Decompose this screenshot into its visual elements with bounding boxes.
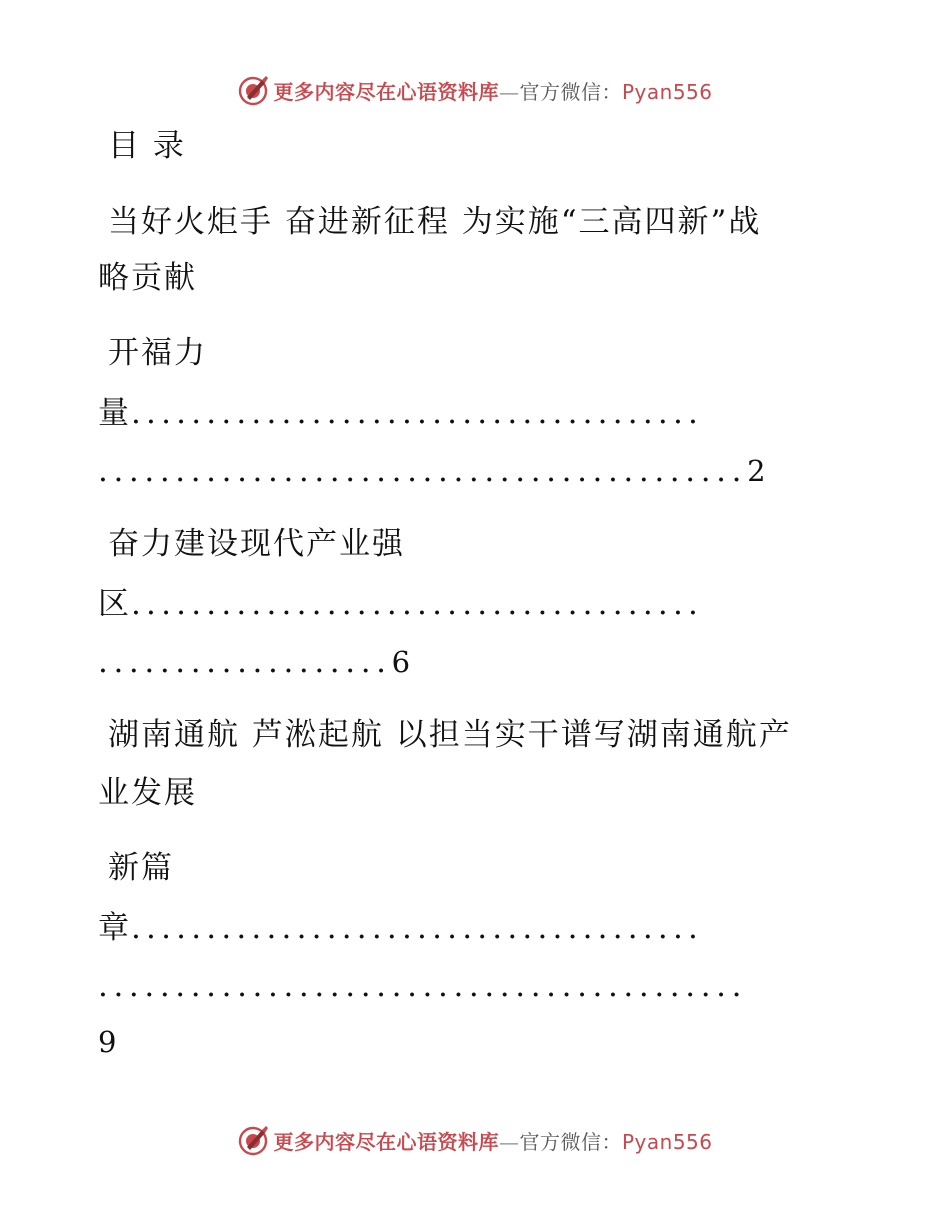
toc-entry2-line1: 奋力建设现代产业强 <box>108 526 405 562</box>
toc-entry1-line1: 当好火炬手 奋进新征程 为实施“三高四新”战 <box>108 204 762 240</box>
watermark-dash: — <box>498 79 520 104</box>
toc-entry3-leader <box>98 908 703 948</box>
watermark-wechat-label: 官方微信： <box>519 79 622 104</box>
toc-entry3-line1: 湖南通航 芦淞起航 以担当实干谱写湖南通航产 <box>108 717 792 753</box>
watermark-wechat-id: Pyan556 <box>621 1129 713 1154</box>
toc-entry2-line2-dots: ...................................... <box>131 586 704 622</box>
toc-title: 目 录 <box>108 128 186 164</box>
toc-entry2-page: 6 <box>391 645 413 679</box>
toc-entry1-page: 2 <box>747 454 768 488</box>
toc-entry3-line3: 新篇 <box>108 850 174 886</box>
toc-entry1-line2: 略贡献 <box>98 260 197 296</box>
watermark-main: 更多内容尽在心语资料库 <box>273 79 499 104</box>
toc-entry2-leader <box>98 584 703 624</box>
header-watermark <box>0 70 950 110</box>
watermark-wechat-id: Pyan556 <box>621 79 713 104</box>
watermark-text <box>273 76 712 105</box>
toc-entry1-line3: 开福力 <box>108 335 207 371</box>
toc-entry3-line5-dots: .......................................... <box>98 968 748 1004</box>
toc-entry2-line2-text: 区 <box>98 586 131 622</box>
toc-entry3-page-line <box>98 1022 118 1062</box>
toc-entry2-leader2 <box>98 642 412 682</box>
footer-watermark <box>0 1120 950 1160</box>
watermark-dash: — <box>498 1129 520 1154</box>
toc-entry2-line3-dots: ................... <box>98 644 392 680</box>
toc-entry1-leader <box>98 393 703 433</box>
toc-entry3-line4-dots: ...................................... <box>131 910 704 946</box>
toc-entry3-line2: 业发展 <box>98 775 197 811</box>
toc-entry1-line4-text: 量 <box>98 395 131 431</box>
watermark-main: 更多内容尽在心语资料库 <box>273 1129 499 1154</box>
watermark-text <box>273 1126 712 1155</box>
toc-entry1-leader2 <box>98 451 768 491</box>
toc-entry3-leader2 <box>98 966 747 1006</box>
toc-entry3-page: 9 <box>98 1025 119 1059</box>
pen-logo-icon <box>237 1124 269 1156</box>
watermark-wechat-label: 官方微信： <box>519 1129 622 1154</box>
toc-entry1-line4-dots: ...................................... <box>131 395 704 431</box>
toc-entry3-line4-text: 章 <box>98 910 131 946</box>
toc-entry1-line5-dots: .......................................... <box>98 453 748 489</box>
pen-logo-icon <box>237 74 269 106</box>
